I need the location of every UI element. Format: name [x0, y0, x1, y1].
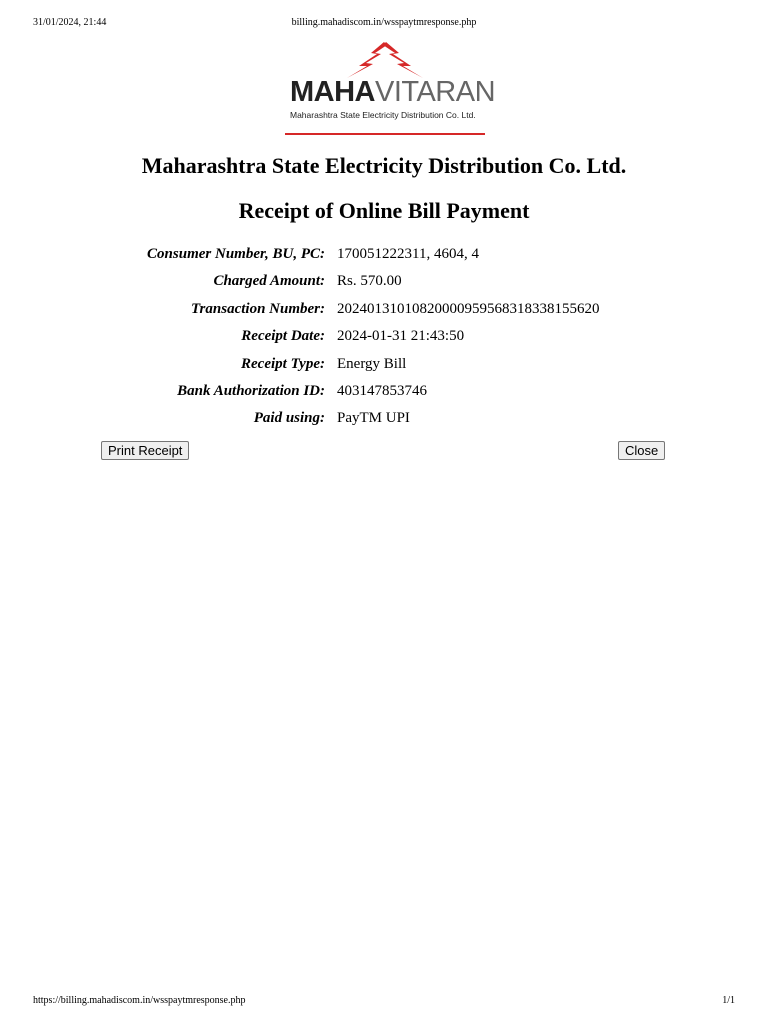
detail-value: 20240131010820000959568318338155620 — [337, 300, 600, 317]
lightning-bolts-icon — [347, 42, 423, 78]
company-title: Maharashtra State Electricity Distribution Co. Ltd. — [141, 153, 627, 178]
print-receipt-button[interactable]: Print Receipt — [101, 441, 189, 460]
logo-maha: MAHA — [290, 76, 375, 108]
detail-label: Paid using: — [253, 410, 325, 427]
logo-divider — [285, 133, 485, 135]
print-header — [33, 17, 735, 29]
detail-row-receipt-date — [0, 328, 768, 355]
detail-label: Transaction Number: — [190, 300, 325, 317]
detail-label: Charged Amount: — [213, 273, 325, 290]
detail-row-transaction-number — [0, 301, 768, 328]
detail-label: Receipt Date: — [241, 328, 325, 345]
print-footer — [33, 995, 735, 1007]
logo-wordmark — [290, 78, 495, 107]
detail-label: Consumer Number, BU, PC: — [147, 246, 325, 262]
page-number: 1/1 — [722, 995, 735, 1006]
detail-label: Receipt Type: — [241, 355, 325, 372]
receipt-details — [0, 246, 768, 438]
detail-row-bank-authorization-id — [0, 383, 768, 410]
mahavitaran-logo — [285, 40, 496, 140]
detail-value: Energy Bill — [337, 355, 407, 372]
detail-label: Bank Authorization ID: — [177, 382, 325, 399]
detail-value: 403147853746 — [337, 382, 427, 399]
detail-value: 170051222311, 4604, 4 — [337, 246, 479, 262]
footer-url: https://billing.mahadiscom.in/wsspaytmresponse.php — [33, 995, 246, 1006]
detail-row-receipt-type — [0, 356, 768, 383]
detail-row-consumer-number — [0, 246, 768, 273]
detail-value: PayTM UPI — [337, 410, 410, 427]
logo-vitaran: VITARAN — [375, 76, 496, 108]
detail-row-paid-using — [0, 410, 768, 437]
receipt-title: Receipt of Online Bill Payment — [238, 198, 530, 223]
logo-tagline: Maharashtra State Electricity Distribution Co. Ltd. — [290, 110, 476, 120]
detail-row-charged-amount — [0, 273, 768, 300]
print-datetime: 31/01/2024, 21:44 — [33, 17, 107, 28]
close-button[interactable]: Close — [618, 441, 665, 460]
detail-value: Rs. 570.00 — [337, 273, 402, 290]
detail-value: 2024-01-31 21:43:50 — [337, 328, 465, 345]
print-url: billing.mahadiscom.in/wsspaytmresponse.php — [291, 17, 477, 28]
